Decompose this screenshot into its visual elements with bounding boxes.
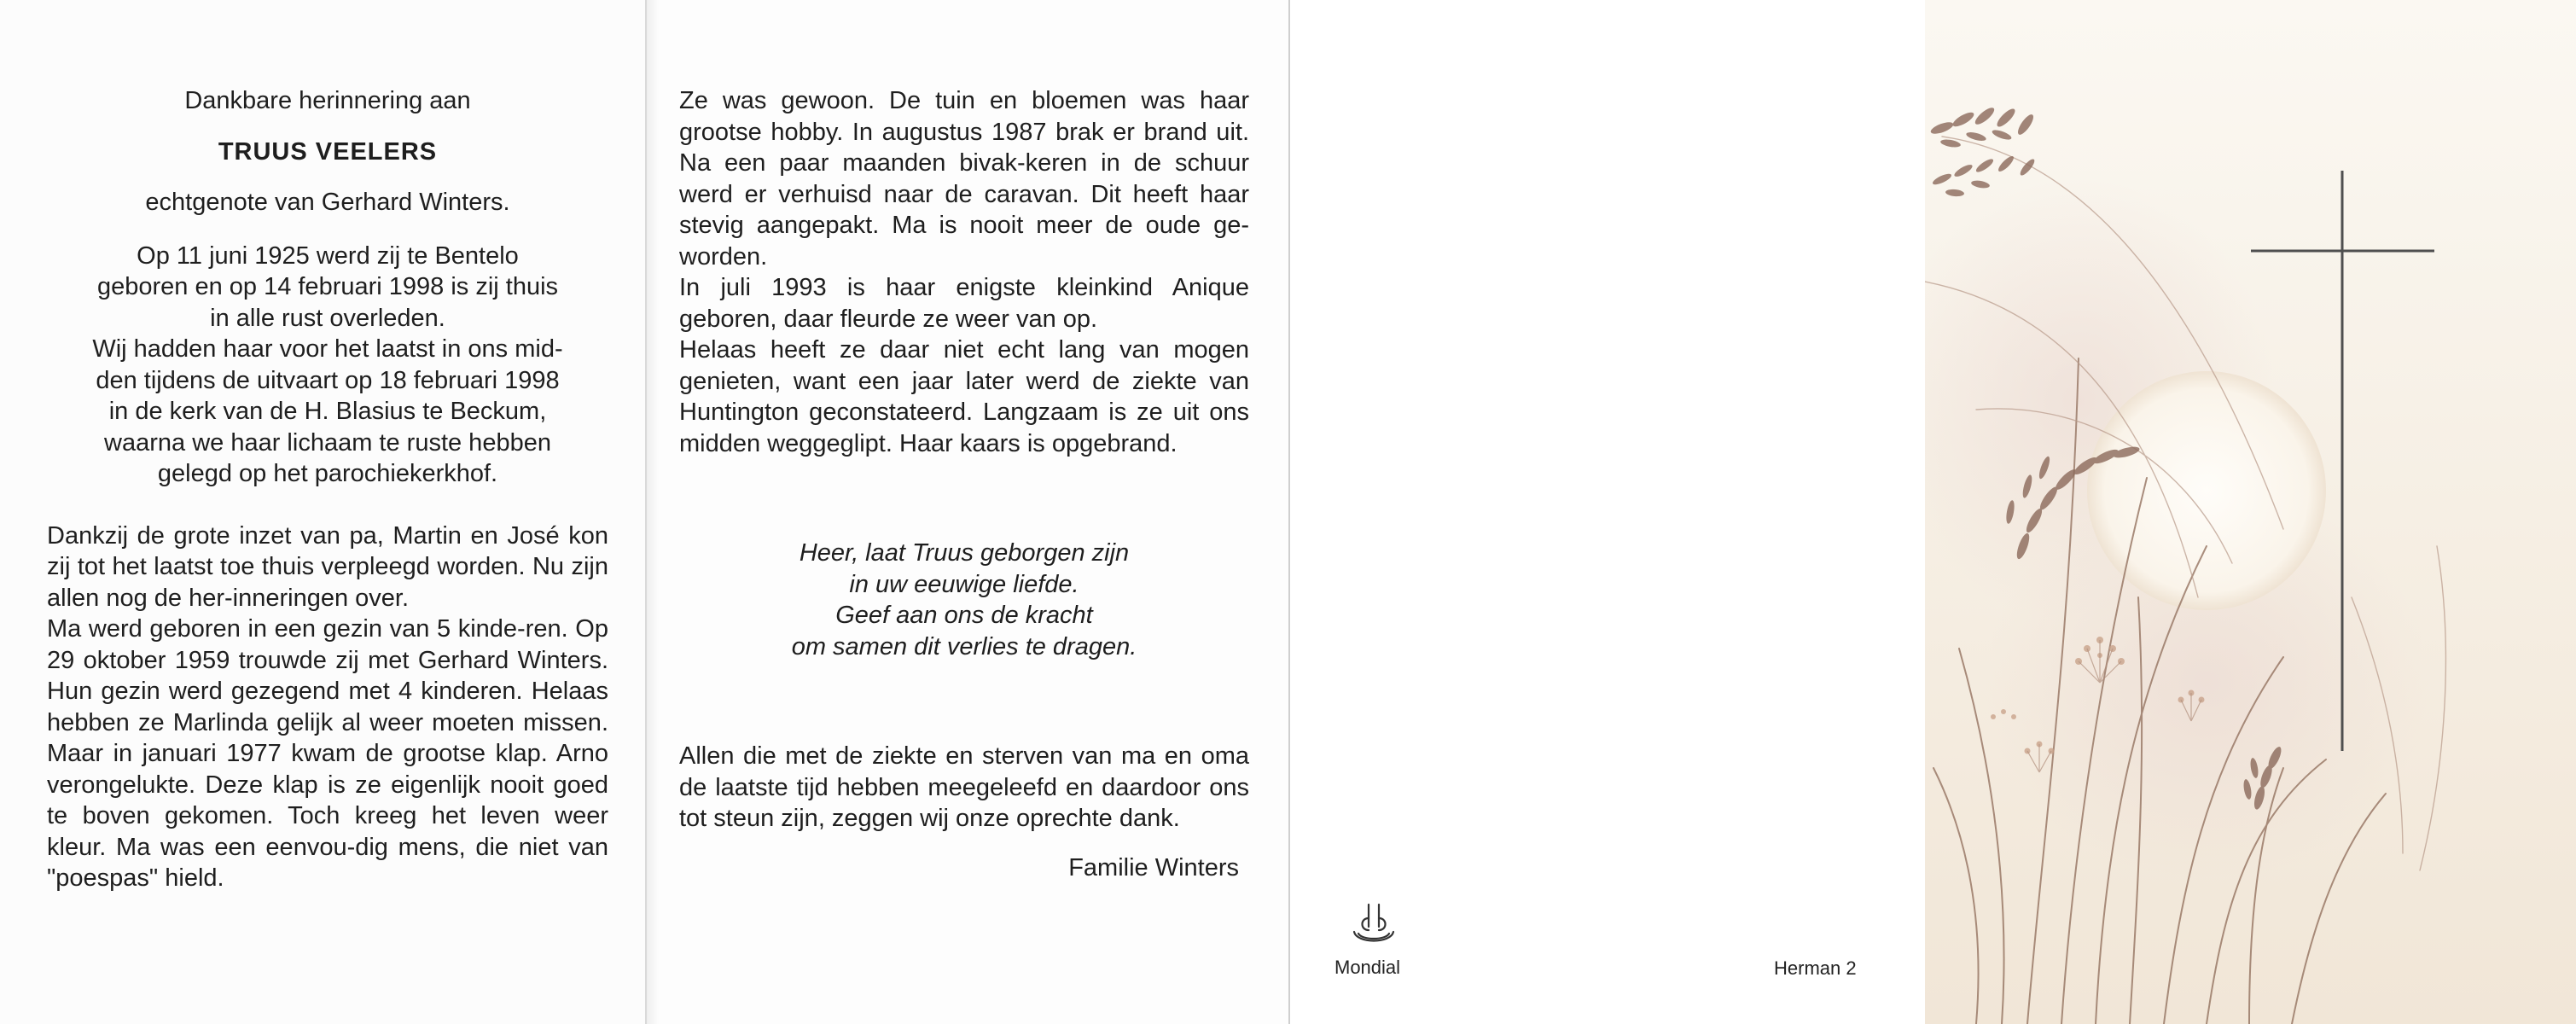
fold-shadow	[647, 0, 659, 1024]
middle-panel-text	[679, 85, 1249, 883]
deceased-name: TRUUS VEELERS	[218, 137, 438, 166]
bio-line: den tijdens de uitvaart op 18 februari 1998	[96, 366, 560, 394]
illness-paragraph: Helaas heeft ze daar niet echt lang van mogen genieten, want een jaar later werd de ziekte van Huntington geconstateerd. Langzaam is ze uit ons midden weggeglipt. Haar kaars is opgebrand.	[679, 336, 1249, 457]
inside-left-panel	[0, 0, 647, 1024]
bio-line: gelegd op het parochiekerkhof.	[157, 460, 498, 487]
publisher-monogram-icon	[1350, 898, 1398, 949]
remembrance-heading: Dankbare herinnering aan	[184, 87, 471, 114]
bio-line: waarna we haar lichaam te ruste hebben	[104, 428, 551, 457]
bio-line: in alle rust overleden.	[210, 304, 445, 332]
prayer-line: Heer, laat Truus geborgen zijn	[799, 539, 1130, 567]
spouse-line: echtgenote van Gerhard Winters.	[145, 189, 510, 216]
prayer-line: in uw eeuwige liefde.	[849, 570, 1079, 598]
bio-line: Op 11 juni 1925 werd zij te Bentelo	[137, 241, 519, 270]
hobby-paragraph: Ze was gewoon. De tuin en bloemen was haar grootse hobby. In augustus 1987 brak er brand uit. Na een paar maanden bivak-keren in de schuur werd er verhuisd naar de caravan. Dit heeft haar stevig aangepakt. Ma is nooit meer de oude ge-worden.	[679, 87, 1249, 271]
front-cover-panel	[1925, 0, 2576, 1024]
sun-disc	[2087, 371, 2326, 610]
bio-line: in de kerk van de H. Blasius te Beckum,	[108, 398, 547, 425]
publisher-name: Mondial	[1335, 957, 1401, 978]
biography-block	[47, 241, 608, 490]
bio-line: Wij hadden haar voor het laatst in ons mid-	[92, 335, 563, 363]
back-cover-panel	[1290, 0, 1925, 1024]
bio-line: geboren en op 14 februari 1998 is zij thuis	[96, 273, 559, 300]
family-signature: Familie Winters	[1068, 853, 1239, 881]
grandchild-paragraph: In juli 1993 is haar enigste kleinkind Anique geboren, daar fleurde ze weer van op.	[679, 274, 1249, 333]
thanks-paragraph: Allen die met de ziekte en sterven van ma en oma de laatste tijd hebben meegeleefd en daardoor ons tot steun zijn, zeggen wij onze oprechte dank.	[679, 742, 1249, 832]
prayer-line: Geef aan ons de kracht	[835, 602, 1093, 629]
inside-right-panel	[647, 0, 1290, 1024]
care-paragraph: Dankzij de grote inzet van pa, Martin en José kon zij tot het laatst toe thuis verpleegd worden. Nu zijn allen nog de her-inneringen over.	[47, 521, 608, 612]
prayer-line: om samen dit verlies te dragen.	[791, 632, 1137, 660]
wheat-grass-cross-illustration	[1925, 0, 2576, 1024]
left-panel-text	[47, 85, 608, 894]
prayer-block	[679, 538, 1249, 662]
life-paragraph: Ma werd geboren in een gezin van 5 kinde-ren. Op 29 oktober 1959 trouwde zij met Gerhard Winters. Hun gezin werd gezegend met 4 kinderen. Helaas hebben ze Marlinda gelijk al weer moeten missen. Maar in januari 1977 kwam de grootse klap. Arno verongelukte. Deze klap is ze eigenlijk nooit goed te boven gekomen. Toch kreeg het leven weer kleur. Ma was een eenvou-dig mens, die niet van "poespas" hield.	[47, 615, 608, 892]
card-code: Herman 2	[1774, 957, 1857, 979]
